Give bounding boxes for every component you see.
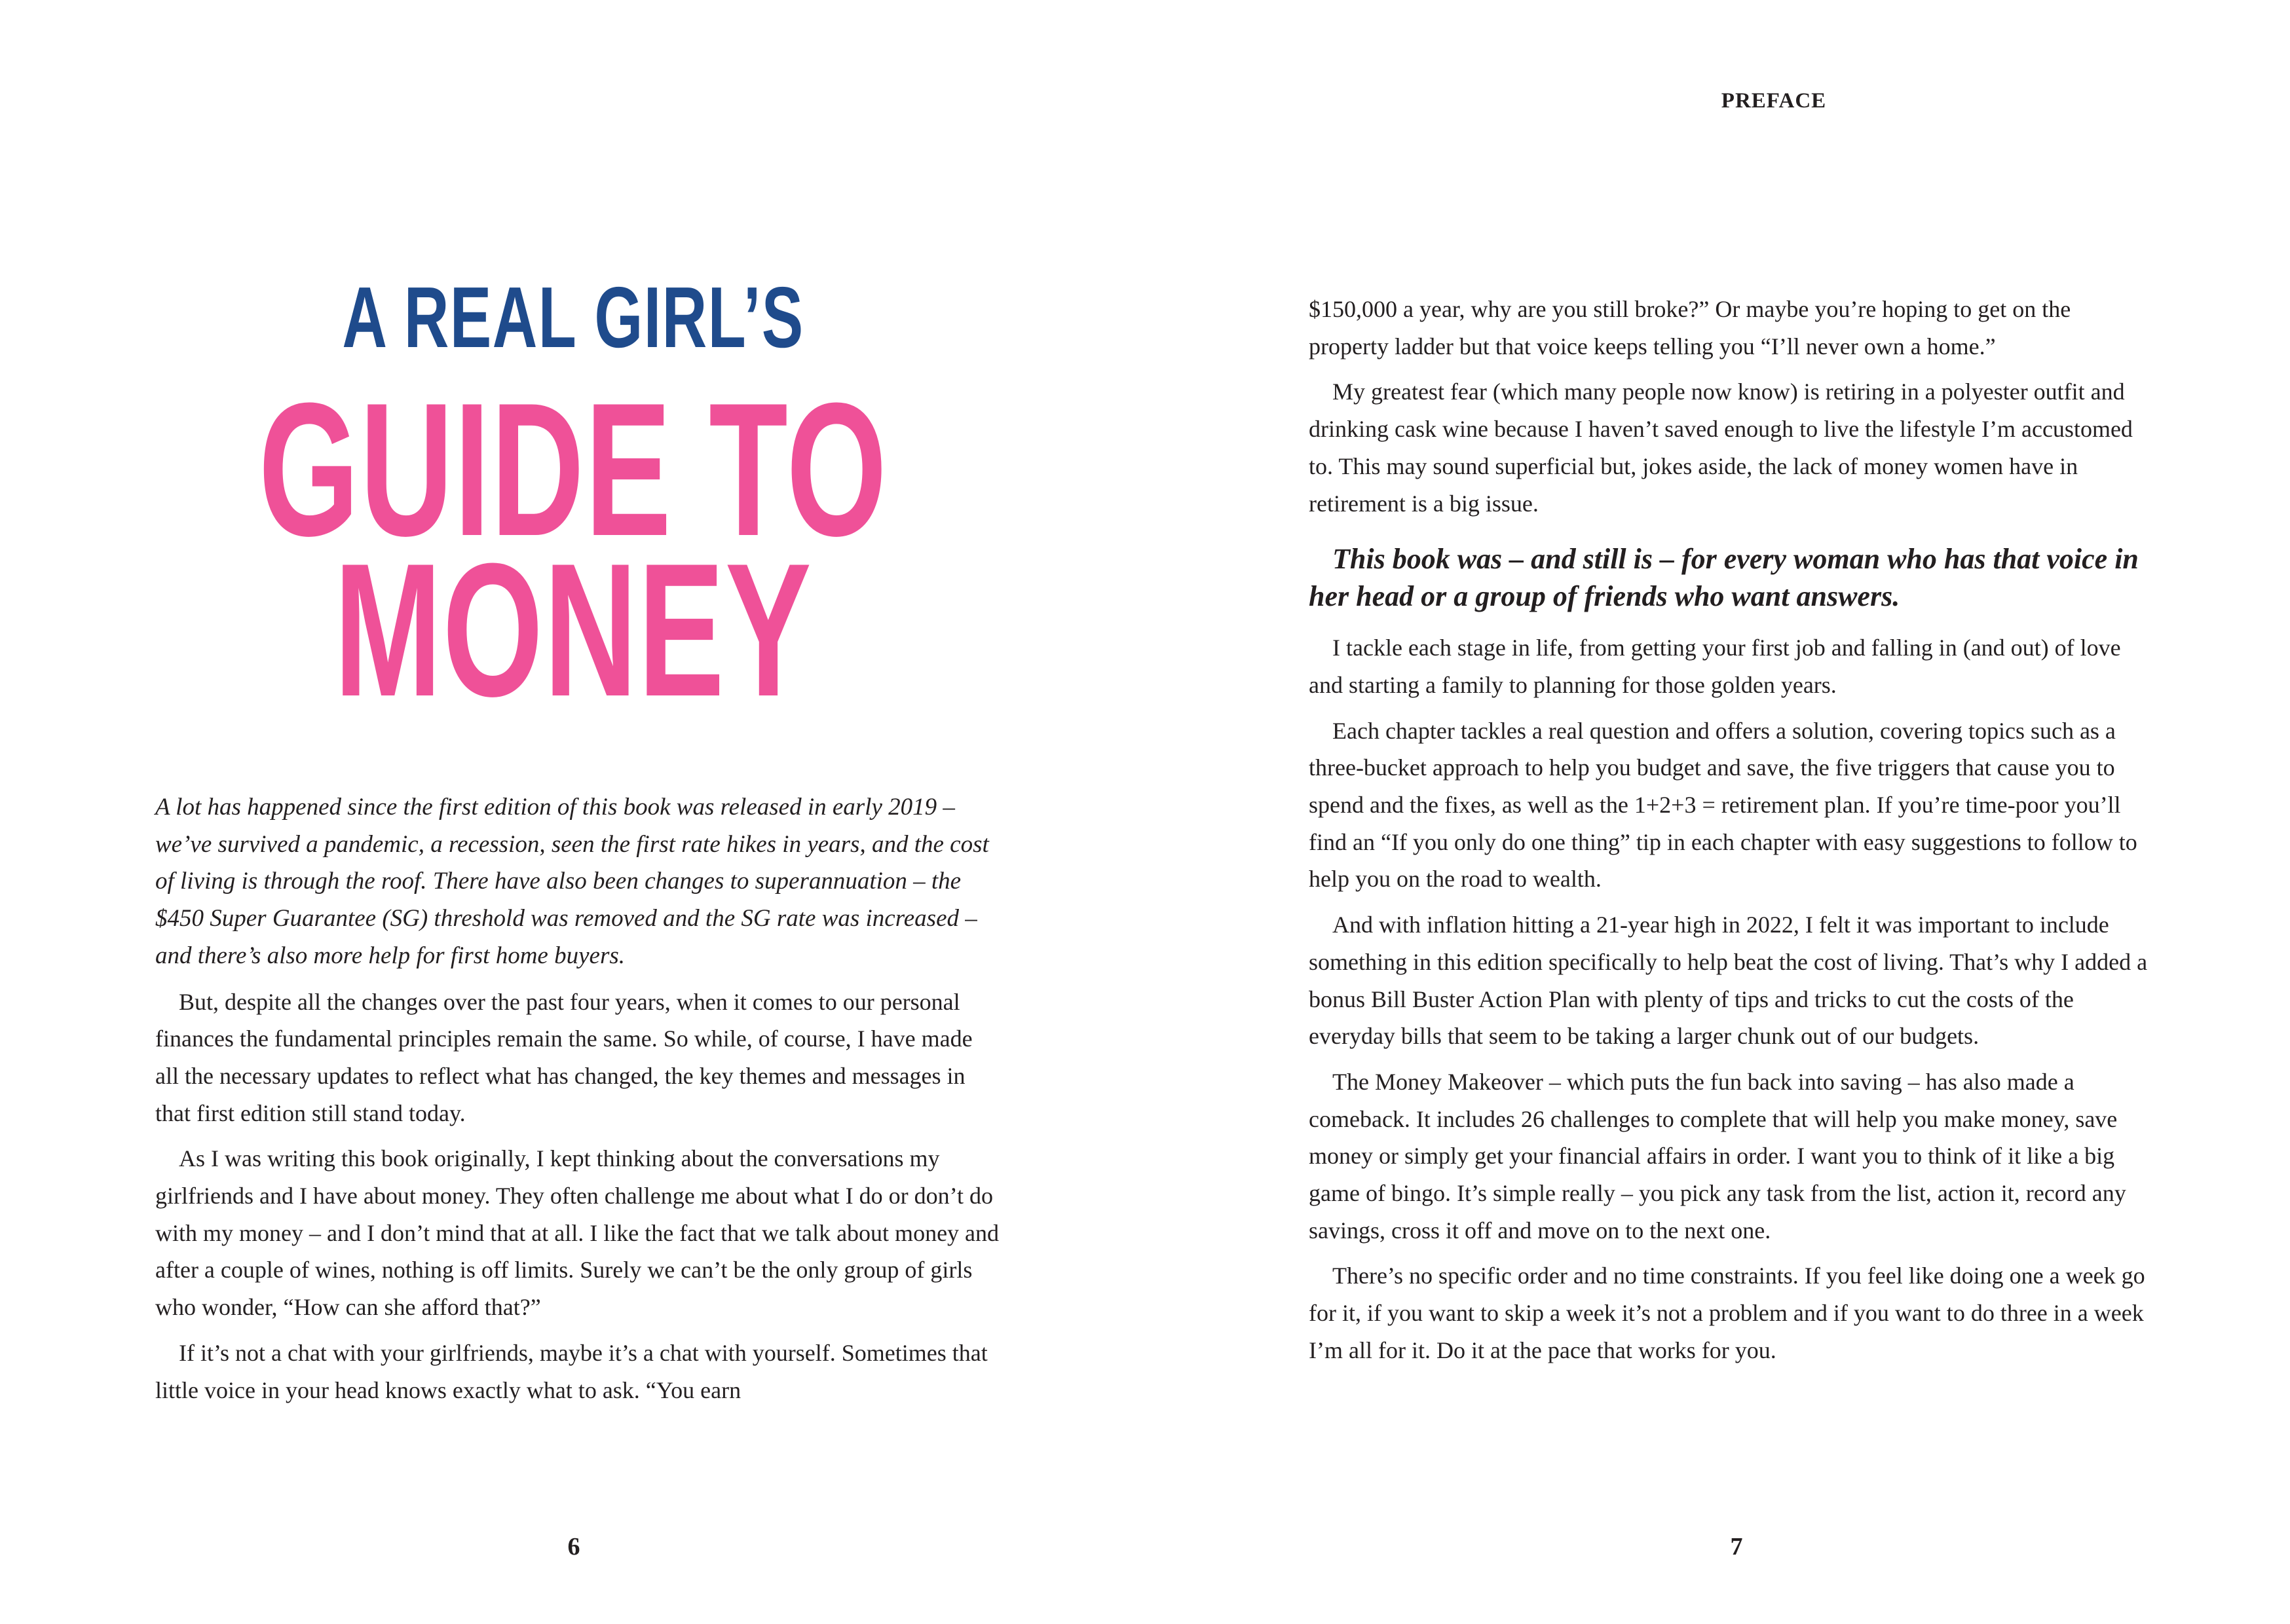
page-number-right: 7 <box>1730 1533 1743 1560</box>
body-paragraph: There’s no specific order and no time constraints. If you feel like doing one a week go for it, if you want to skip a week it’s not a problem and if you want to do three in a week I’m all for it. Do it at the pace that works for you. <box>1309 1263 2145 1363</box>
pull-quote: This book was – and still is – for every woman who has that voice in her head or a group of friends who want answers. <box>1309 543 2139 613</box>
body-paragraph: But, despite all the changes over the past four years, when it comes to our personal finances the fundamental principles remain the same. So while, of course, I have made all the necessary updates to reflect what has changed, the key themes and messages in that first edition still stand today. <box>155 988 973 1126</box>
left-body-text <box>155 789 1000 1417</box>
page-number-left: 6 <box>567 1533 580 1560</box>
body-paragraph: Each chapter tackles a real question and offers a solution, covering topics such as a three-bucket approach to help you budget and save, the five triggers that cause you to spend and the fixes, as well as the 1+2+3 = retirement plan. If you’re time-poor you’ll find an “If you only do one thing” tip in each chapter with easy suggestions to follow to help you on the road to wealth. <box>1309 717 2137 893</box>
body-paragraph: And with inflation hitting a 21-year high in 2022, I felt it was important to include something in this edition specifically to help beat the cost of living. That’s why I added a bonus Bill Buster Action Plan with plenty of tips and tricks to cut the costs of the everyday bills that seem to be taking a larger chunk out of our budgets. <box>1309 912 2148 1050</box>
right-body-text <box>1309 291 2154 1378</box>
body-paragraph: My greatest fear (which many people now know) is retiring in a polyester outfit and drinking cask wine because I haven’t saved enough to live the lifestyle I’m accustomed to. This may sound superficial but, jokes aside, the lack of money women have in retirement is a big issue. <box>1309 378 2133 517</box>
title-line-2: GUIDE TO <box>258 363 888 576</box>
title-line-1: A REAL GIRL’S <box>342 269 804 365</box>
body-paragraph: As I was writing this book originally, I kept thinking about the conversations my girlfriends and I have about money. They often challenge me about what I do or don’t do with my money – and I don’t mind that at all. I like the fact that we talk about money and after a couple of wines, nothing is off limits. Surely we can’t be the only group of girls who wonder, “How can she afford that?” <box>155 1145 1000 1321</box>
running-head: PREFACE <box>1721 89 1827 113</box>
continuation-paragraph: $150,000 a year, why are you still broke?” Or maybe you’re hoping to get on the property ladder but that voice keeps telling you “I’ll never own a home.” <box>1309 296 2071 360</box>
body-paragraph: The Money Makeover – which puts the fun back into saving – has also made a comeback. It includes 26 challenges to complete that will help you make money, save money or simply get your financial affairs in order. I want you to think of it like a big game of bingo. It’s simple really – you pick any task from the list, action it, record any savings, cross it off and move on to the next one. <box>1309 1068 2126 1244</box>
intro-paragraph: A lot has happened since the first edition of this book was released in early 2019 – we’ve survived a pandemic, a recession, seen the first rate hikes in years, and the cost of living is through the roof. There have also been changes to superannuation – the $450 Super Guarantee (SG) threshold was removed and the SG rate was increased – and there’s also more help for first home buyers. <box>155 794 989 969</box>
right-page <box>1145 0 2290 1624</box>
book-title <box>92 269 1055 736</box>
body-paragraph: I tackle each stage in life, from getting your first job and falling in (and out) of love and starting a family to planning for those golden years. <box>1309 635 2121 698</box>
body-paragraph: If it’s not a chat with your girlfriends, maybe it’s a chat with yourself. Sometimes that little voice in your head knows exactly what to ask. “You earn <box>155 1339 988 1403</box>
title-line-3: MONEY <box>334 524 812 736</box>
